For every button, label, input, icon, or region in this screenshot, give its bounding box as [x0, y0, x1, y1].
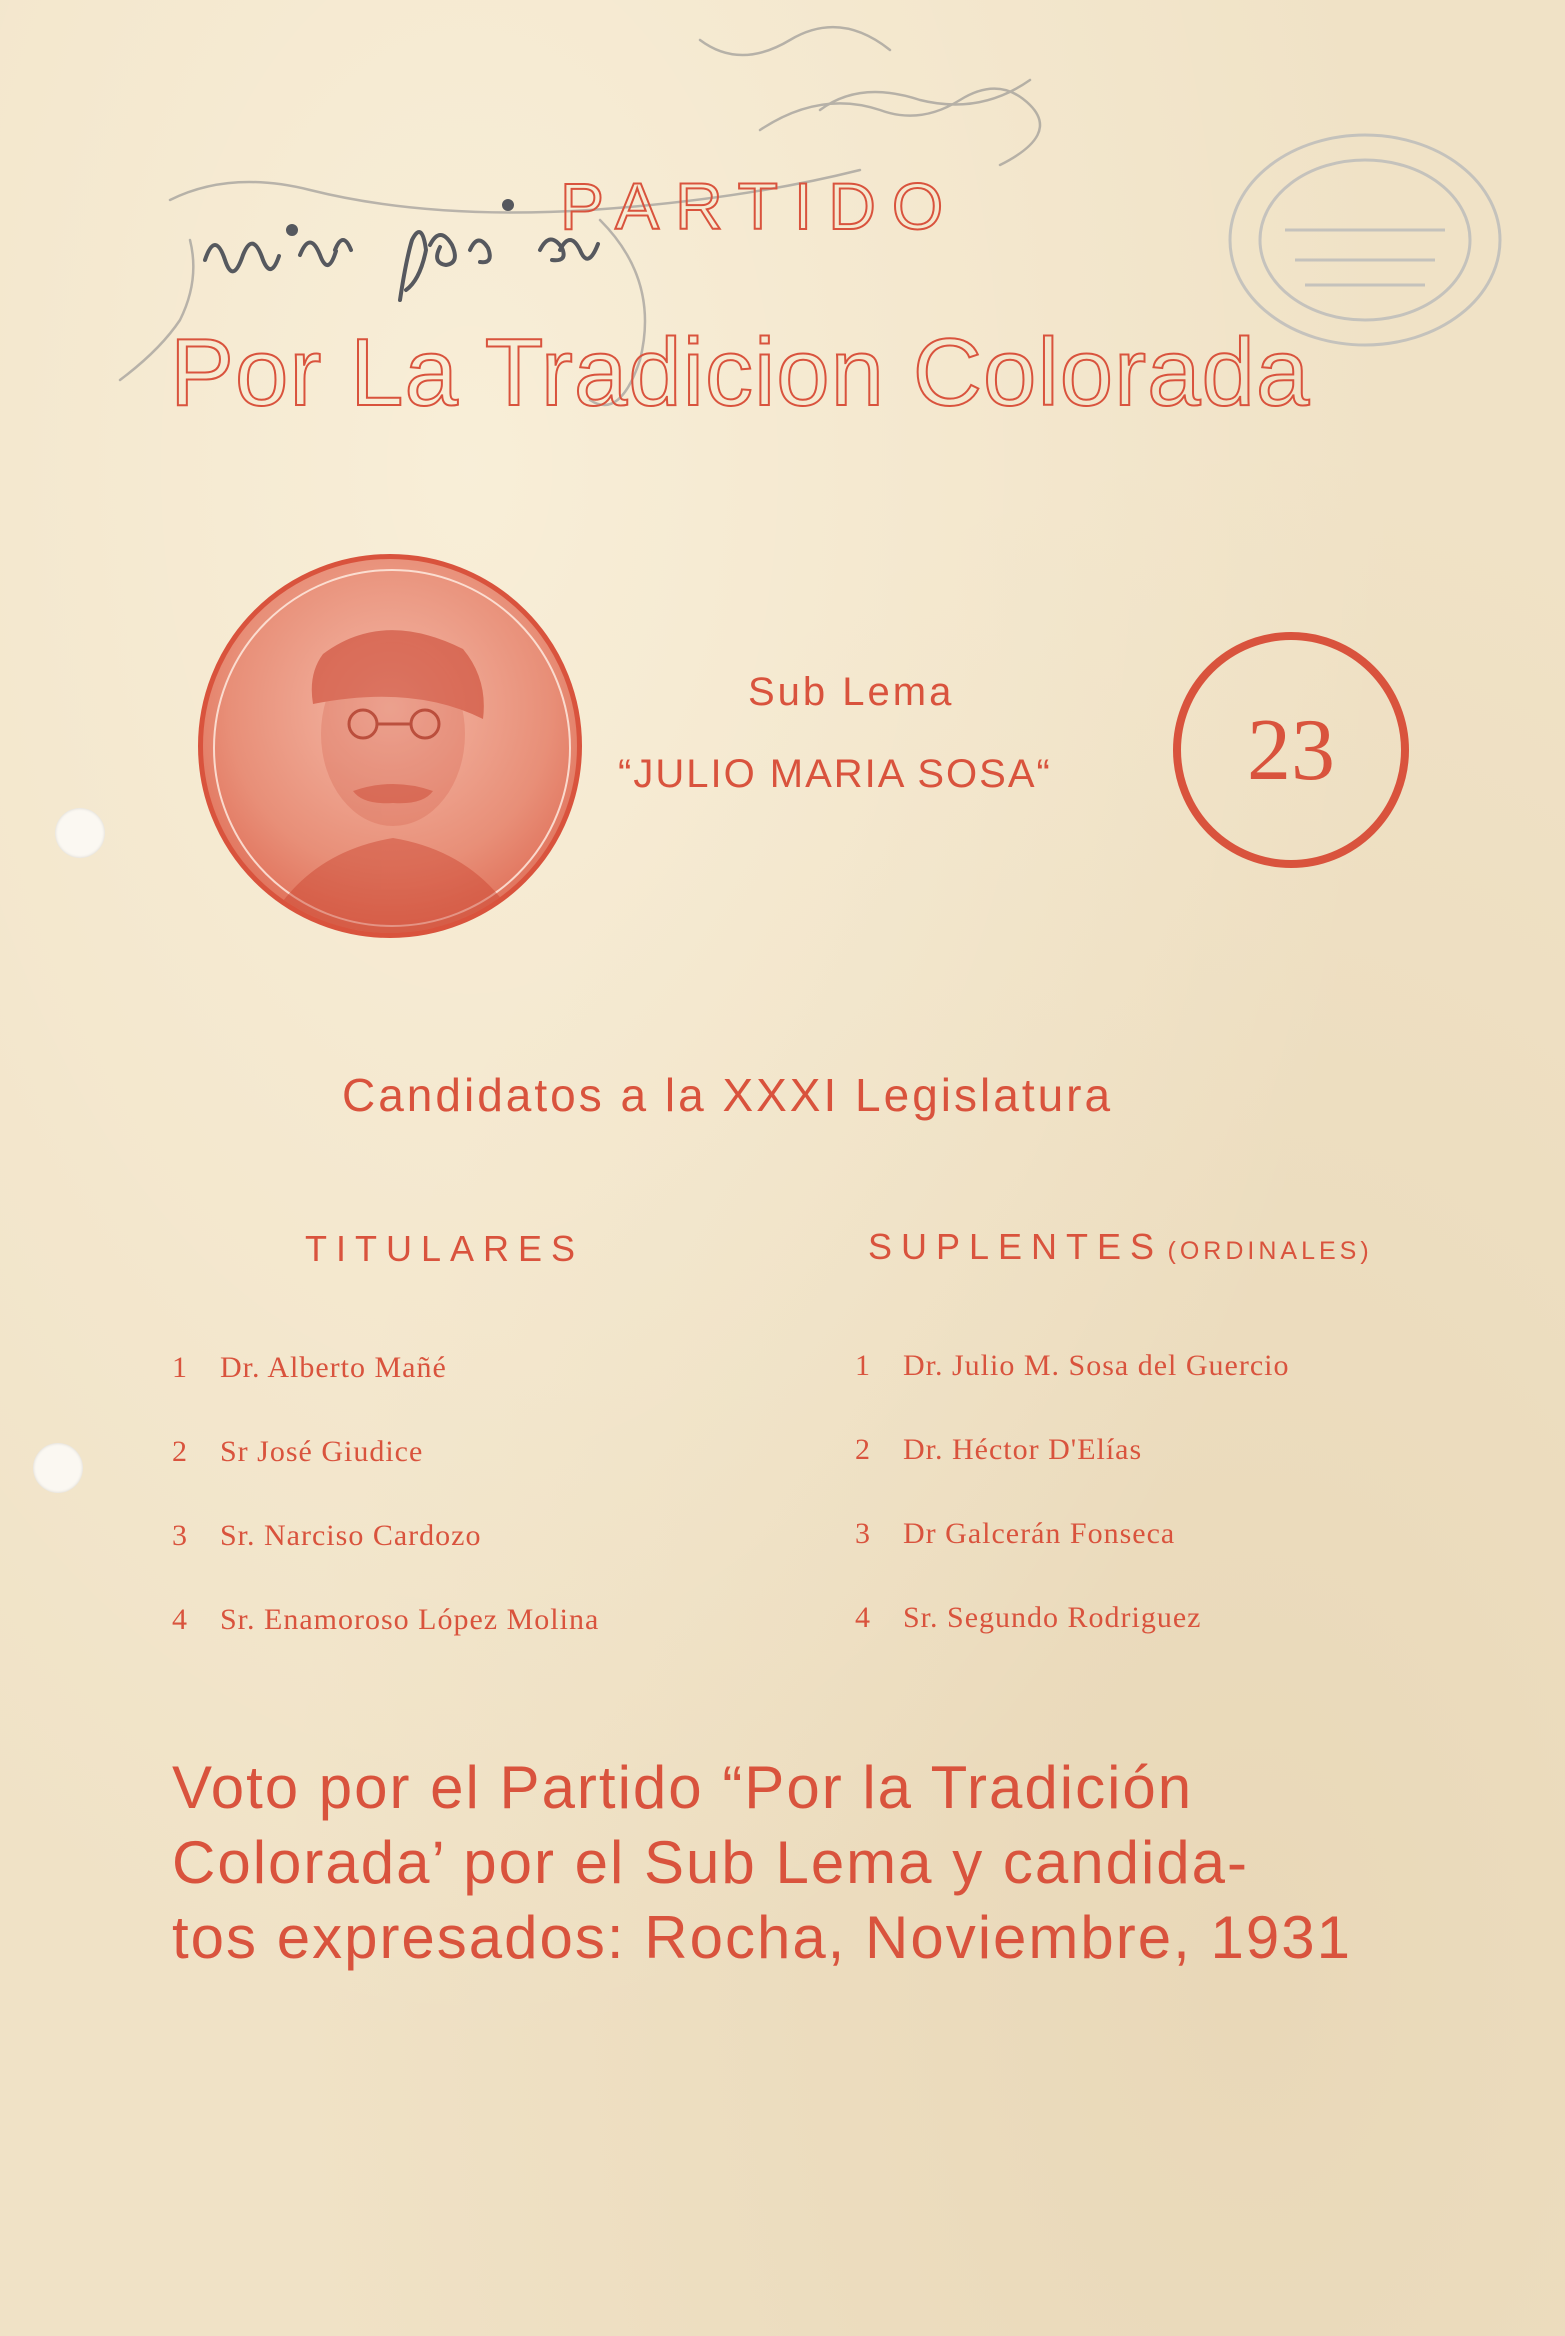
list-item [172, 1326, 599, 1410]
candidate-number: 2 [172, 1435, 188, 1468]
vote-statement-line-3: tos expresados: Rocha, Noviembre, 1931 [172, 1904, 1352, 1971]
list-item [172, 1410, 599, 1494]
list-item [855, 1576, 1289, 1660]
sub-lema-name: “JULIO MARIA SOSA“ [618, 752, 1052, 796]
candidate-portrait [198, 554, 582, 938]
titulares-list [172, 1326, 599, 1662]
candidate-number: 4 [855, 1601, 871, 1634]
candidate-name: Sr. Segundo Rodriguez [903, 1601, 1202, 1634]
suplentes-list [855, 1324, 1289, 1660]
candidate-number: 3 [172, 1519, 188, 1552]
candidate-name: Sr. Enamoroso López Molina [220, 1603, 600, 1636]
candidate-number: 1 [172, 1351, 188, 1384]
candidate-name: Sr. Narciso Cardozo [220, 1519, 482, 1552]
punch-hole-bottom [33, 1443, 83, 1493]
candidate-name: Dr. Héctor D'Elías [903, 1433, 1143, 1466]
sub-lema-label: Sub Lema [748, 670, 955, 714]
punch-hole-top [55, 808, 105, 858]
titulares-heading: TITULARES [305, 1228, 585, 1269]
list-number-circle [1173, 632, 1409, 868]
vote-statement [172, 1750, 1442, 1975]
candidate-number: 3 [855, 1517, 871, 1550]
candidate-number: 1 [855, 1349, 871, 1382]
candidate-number: 2 [855, 1433, 871, 1466]
candidate-name: Dr Galcerán Fonseca [903, 1517, 1176, 1550]
list-item [855, 1408, 1289, 1492]
candidate-name: Sr José Giudice [220, 1435, 424, 1468]
legislature-heading: Candidatos a la XXXI Legislatura [342, 1069, 1114, 1121]
list-item [855, 1324, 1289, 1408]
suplentes-subheading: (ORDINALES) [1167, 1237, 1373, 1265]
portrait-figure [203, 559, 577, 933]
vote-statement-line-1: Voto por el Partido “Por la Tradición [172, 1754, 1194, 1821]
list-item [172, 1494, 599, 1578]
party-name-heading: Por La Tradicion Colorada [170, 319, 1311, 426]
candidate-name: Dr. Julio M. Sosa del Guercio [903, 1349, 1290, 1382]
list-number: 23 [1247, 701, 1335, 799]
partido-heading: PARTIDO [560, 169, 960, 243]
list-item [172, 1578, 599, 1662]
suplentes-heading: SUPLENTES [868, 1226, 1164, 1267]
candidate-name: Dr. Alberto Mañé [220, 1351, 447, 1384]
candidate-number: 4 [172, 1603, 188, 1636]
suplentes-heading-row [868, 1226, 1373, 1268]
vote-statement-line-2: Colorada’ por el Sub Lema y candida- [172, 1829, 1250, 1896]
list-item [855, 1492, 1289, 1576]
